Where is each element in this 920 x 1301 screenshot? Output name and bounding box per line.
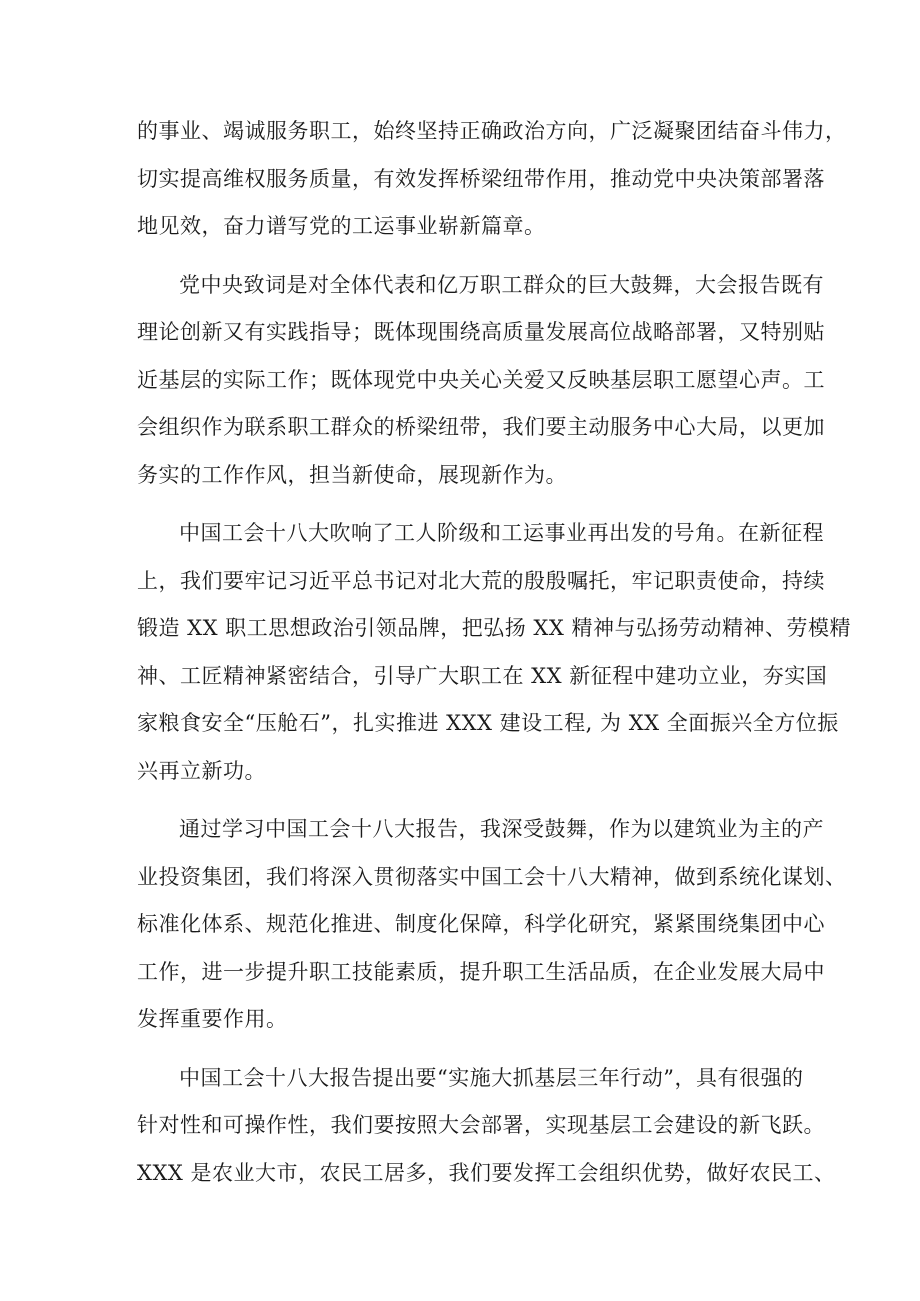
text-line: 务实的工作作风，担当新使命，展现新作为。	[137, 462, 567, 487]
text-line: 业投资集团，我们将深入贯彻落实中国工会十八大精神，做到系统化谋划、	[137, 864, 847, 889]
paragraph-2	[137, 262, 825, 500]
text-line: 党中央致词是对全体代表和亿万职工群众的巨大鼓舞，大会报告既有	[179, 272, 824, 297]
text-line: 锻造 XX 职工思想政治引领品牌，把弘扬 XX 精神与弘扬劳动精神、劳模精	[137, 616, 851, 640]
text-line: 理论创新又有实践指导；既体现围绕高质量发展高位战略部署，又特别贴	[137, 320, 825, 344]
text-line: 会组织作为联系职工群众的桥梁纽带，我们要主动服务中心大局，以更加	[137, 415, 825, 439]
text-line: 地见效，奋力谱写党的工运事业崭新篇章。	[137, 214, 546, 238]
text-line: 家粮食安全“压舱石”，扎实推进 XXX 建设工程, 为 XX 全面振兴全方位振	[137, 711, 839, 735]
text-line: 切实提高维权服务质量，有效发挥桥梁纽带作用，推动党中央决策部署落	[137, 166, 825, 191]
paragraph-4	[137, 806, 847, 1044]
text-line: 针对性和可操作性，我们要按照大会部署，实现基层工会建设的新飞跃。	[137, 1113, 825, 1137]
text-line: 的事业、竭诚服务职工，始终坚持正确政治方向，广泛凝聚团结奋斗伟力，	[137, 119, 847, 143]
text-line: 中国工会十八大吹响了工人阶级和工运事业再出发的号角。在新征程	[179, 521, 824, 545]
text-line: 标准化体系、规范化推进、制度化保障，科学化研究，紧紧围绕集团中心	[137, 912, 825, 936]
text-line: 神、工匠精神紧密结合，引导广大职工在 XX 新征程中建功立业，夯实国	[137, 663, 828, 688]
text-line: 兴再立新功。	[137, 758, 266, 783]
paragraph-1	[137, 108, 847, 251]
text-line: XXX 是农业大市，农民工居多，我们要发挥工会组织优势，做好农民工、	[137, 1160, 836, 1185]
text-line: 近基层的实际工作；既体现党中央关心关爱又反映基层职工愿望心声。工	[137, 367, 825, 392]
text-line: 发挥重要作用。	[137, 1007, 288, 1031]
paragraph-5	[137, 1055, 836, 1198]
document-body	[137, 108, 851, 1208]
text-line: 工作，进一步提升职工技能素质，提升职工生活品质，在企业发展大局中	[137, 959, 825, 984]
text-line: 中国工会十八大报告提出要“实施大抓基层三年行动”，具有很强的	[179, 1065, 804, 1090]
paragraph-3	[137, 510, 851, 795]
text-line: 通过学习中国工会十八大报告，我深受鼓舞，作为以建筑业为主的产	[179, 817, 824, 841]
text-line: 上，我们要牢记习近平总书记对北大荒的殷殷嘱托，牢记职责使命，持续	[137, 568, 825, 593]
